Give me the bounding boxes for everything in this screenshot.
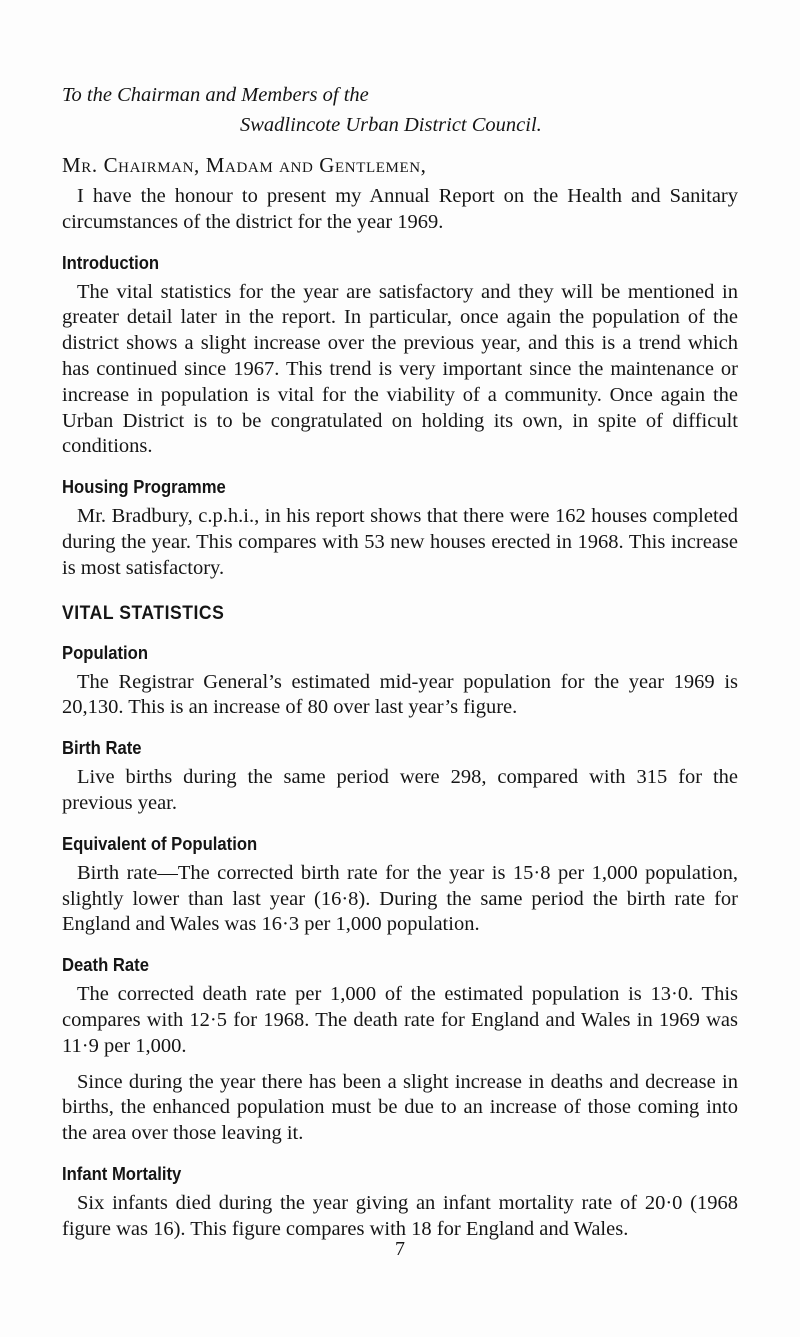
- heading-population: Population: [62, 641, 149, 663]
- heading-death-rate: Death Rate: [62, 954, 149, 976]
- salutation: Mr. Chairman, Madam and Gentlemen,: [62, 153, 427, 177]
- report-page: [62, 80, 738, 1243]
- opening-paragraph: I have the honour to present my Annual Report on the Health and Sanitary circumstances of the district for the year 1969.: [62, 185, 738, 233]
- heading-vital-statistics: VITAL STATISTICS: [62, 601, 225, 624]
- paragraph-introduction: The vital statistics for the year are satisfactory and they will be mentioned in greater detail later in the report. In particular, once again the population of the district shows a slight increase over the previous year, and this is a trend which has continued since 1967. This trend is very important since the maintenance or increase in population is vital for the viability of a community. Once again the Urban District is to be congratulated on holding its own, in spite of difficult conditions.: [62, 280, 738, 458]
- addressee-line-2: Swadlincote Urban District Council.: [240, 114, 542, 136]
- heading-housing-programme: Housing Programme: [62, 476, 226, 498]
- heading-birth-rate: Birth Rate: [62, 737, 142, 759]
- paragraph-infant-mortality: Six infants died during the year giving an infant mortality rate of 20·0 (1968 figure was 16). This figure compares with 18 for England and Wales.: [62, 1191, 738, 1240]
- paragraph-birth-rate: Live births during the same period were 298, compared with 315 for the previous year.: [62, 766, 738, 814]
- addressee-line-1: To the Chairman and Members of the: [62, 84, 369, 106]
- heading-equivalent-of-population: Equivalent of Population: [62, 832, 258, 854]
- paragraph-death-rate-2: Since during the year there has been a slight increase in deaths and decrease in births, the enhanced population must be due to an increase of those coming into the area over those leaving it.: [62, 1070, 738, 1145]
- page-number: 7: [395, 1238, 405, 1260]
- paragraph-population: The Registrar General’s estimated mid-year population for the year 1969 is 20,130. This is an increase of 80 over last year’s figure.: [62, 670, 738, 719]
- heading-introduction: Introduction: [62, 251, 160, 273]
- paragraph-equivalent-of-population: Birth rate—The corrected birth rate for the year is 15·8 per 1,000 population, slightly lower than last year (16·8). During the same period the birth rate for England and Wales was 16·3 per 1,000 population.: [62, 861, 738, 936]
- paragraph-death-rate-1: The corrected death rate per 1,000 of the estimated population is 13·0. This compares with 12·5 for 1968. The death rate for England and Wales in 1969 was 11·9 per 1,000.: [62, 983, 738, 1057]
- heading-infant-mortality: Infant Mortality: [62, 1162, 182, 1184]
- paragraph-housing-programme: Mr. Bradbury, c.p.h.i., in his report shows that there were 162 houses completed during the year. This compares with 53 new houses erected in 1968. This increase is most satisfactory.: [62, 505, 738, 579]
